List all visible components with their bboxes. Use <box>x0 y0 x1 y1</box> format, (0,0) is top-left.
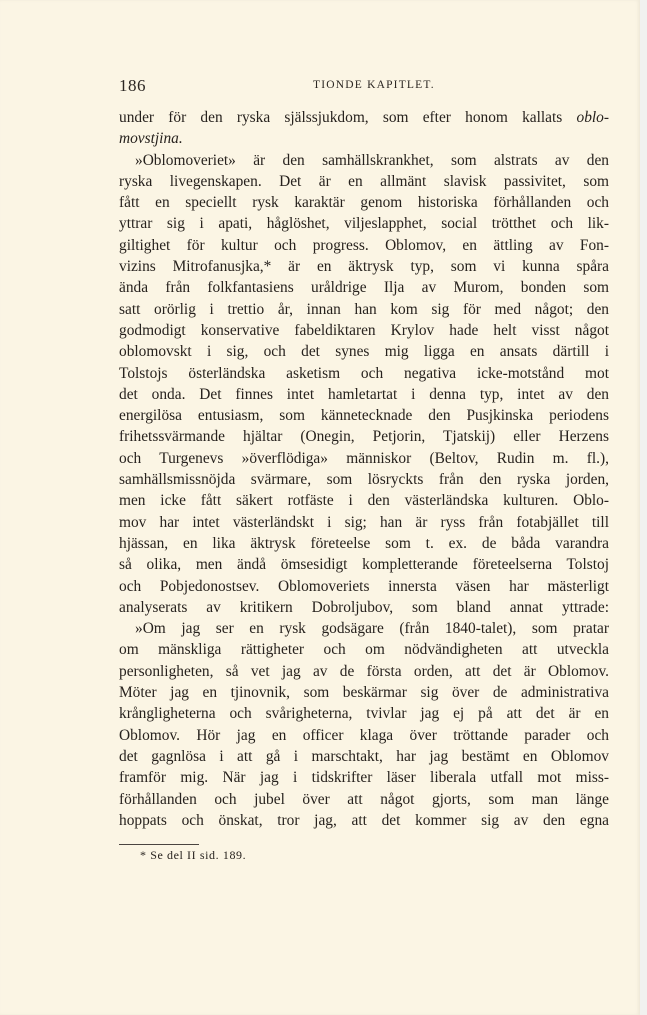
text-line: och Pobjedonostsev. Oblomoveriets innersta väsen har mästerligt <box>119 577 609 595</box>
text-line: det gagnlösa i att gå i marschtakt, har jag bestämt en Oblomov <box>119 747 609 765</box>
text-line: fått en speciellt rysk karaktär genom historiska förhållanden och <box>119 194 609 212</box>
text-line: krångligheterna och svårigheterna, tvivlar jag ej på att det är en <box>119 705 609 723</box>
text-line: förhållanden och jubel över att något gjorts, som man länge <box>119 790 609 808</box>
text-line: energilösa entusiasm, som kännetecknade den Pusjkinska periodens <box>119 407 609 425</box>
text-line: personligheten, så vet jag av de första orden, att det är Oblomov. <box>119 662 609 680</box>
page-number: 186 <box>119 76 146 95</box>
running-head: TIONDE KAPITLET. <box>313 79 435 91</box>
body-text <box>119 107 609 831</box>
italic-term: oblo- <box>576 109 609 126</box>
text-line: under för den ryska själssjukdom, som efter honom kallats oblo- <box>119 109 609 126</box>
text-line: Möter jag en tjinovnik, som beskärmar sig över de administrativa <box>119 684 609 702</box>
text-line: giltighet för kultur och progress. Oblomov, en ättling av Fon- <box>119 236 609 254</box>
text-line: hoppats och önskat, tror jag, att det kommer sig av den egna <box>119 811 609 829</box>
text-line: oblomovskt i sig, och det synes mig ligga en ansats därtill i <box>119 343 609 361</box>
footnote: * Se del II sid. 189. <box>140 848 247 862</box>
footnote-rule <box>119 844 199 845</box>
text-line: yttrar sig i apati, håglöshet, viljeslapphet, social trötthet och lik- <box>119 215 609 233</box>
text-line: mov har intet västerländskt i sig; han är ryss från fotabjället till <box>119 513 609 531</box>
text-line: frihetssvärmande hjältar (Onegin, Petjorin, Tjatskij) eller Herzens <box>119 428 609 446</box>
text-line: satt orörlig i trettio år, innan han kom sig för med något; den <box>119 300 609 318</box>
text-line: hjässan, en lika äktrysk företeelse som t. ex. de båda varandra <box>119 534 609 552</box>
page-edge <box>640 0 647 1015</box>
text-line: godmodigt konservative fabeldiktaren Krylov hade helt visst något <box>119 321 609 339</box>
text-line: »Om jag ser en rysk godsägare (från 1840-talet), som pratar <box>135 620 609 638</box>
text-line: analyserats av kritikern Dobroljubov, som bland annat yttrade: <box>119 598 609 616</box>
text-line <box>119 128 609 149</box>
text-line: ryska livegenskapen. Det är en allmänt slavisk passivitet, som <box>119 172 609 190</box>
text-line: Oblomov. Hör jag en officer klaga över tröttande parader och <box>119 726 609 744</box>
italic-term: movstjina. <box>119 130 183 148</box>
text-line: samhällsmissnöjda svärmare, som lösryckts från den ryska jorden, <box>119 471 609 489</box>
text-line: och Turgenevs »överflödiga» människor (Beltov, Rudin m. fl.), <box>119 449 609 467</box>
text-line: det onda. Det finnes intet hamletartat i denna typ, intet av den <box>119 385 609 403</box>
text-line: om mänskliga rättigheter och om nödvändigheten att utveckla <box>119 641 609 659</box>
text-line: men icke fått säkert rotfäste i den västerländska kulturen. Oblo- <box>119 492 609 510</box>
page-header <box>119 76 606 100</box>
text-line: »Oblomoveriet» är den samhällskrankhet, som alstrats av den <box>135 151 609 169</box>
text-line: framför mig. När jag i tidskrifter läser liberala utfall mot miss- <box>119 769 609 787</box>
text-line: Tolstojs österländska asketism och negativa icke-motstånd mot <box>119 364 609 382</box>
text-line: ända från folkfantasiens uråldrige Ilja av Murom, bonden som <box>119 279 609 297</box>
text-line: vizins Mitrofanusjka,* är en äktrysk typ, som vi kunna spåra <box>119 258 609 276</box>
text-line: så olika, men ändå ömsesidigt kompletterande företeelserna Tolstoj <box>119 556 609 574</box>
